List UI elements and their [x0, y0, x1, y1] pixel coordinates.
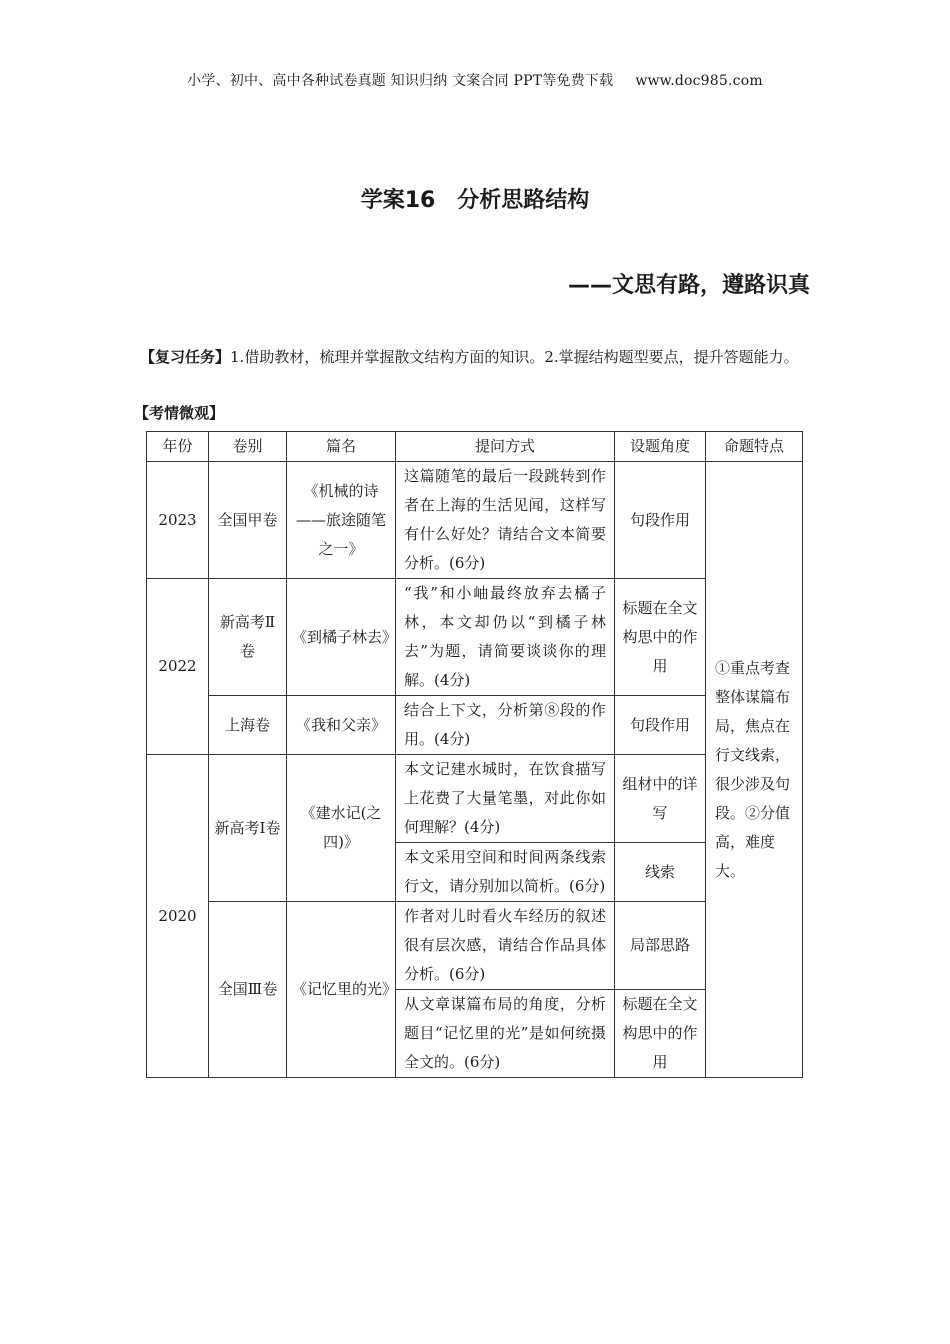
angle-cell: 句段作用	[615, 696, 706, 755]
year-cell: 2020	[147, 755, 209, 1078]
angle-cell: 句段作用	[615, 462, 706, 579]
table-row	[147, 902, 803, 990]
header-text: 小学、初中、高中各种试卷真题 知识归纳 文案合同 PPT等免费下载	[187, 73, 614, 89]
question-cell: 从文章谋篇布局的角度，分析题目“记忆里的光”是如何统摄全文的。(6分)	[396, 990, 615, 1078]
header-cell-question: 提问方式	[396, 432, 615, 462]
angle-cell: 标题在全文构思中的作用	[615, 990, 706, 1078]
header-cell-paper: 卷别	[209, 432, 287, 462]
question-cell: 本文记建水城时，在饮食描写上花费了大量笔墨，对此你如何理解？(4分)	[396, 755, 615, 843]
review-task-text: 1.借助教材，梳理并掌握散文结构方面的知识。2.掌握结构题型要点，提升答题能力。	[230, 348, 799, 366]
table-row	[147, 462, 803, 579]
table-row	[147, 755, 803, 843]
title-cell: 《我和父亲》	[287, 696, 396, 755]
header-cell-year: 年份	[147, 432, 209, 462]
title-cell: 《建水记(之四)》	[287, 755, 396, 902]
table-row	[147, 696, 803, 755]
section-label: 【考情微观】	[134, 404, 225, 422]
question-cell: 本文采用空间和时间两条线索行文，请分别加以简析。(6分)	[396, 843, 615, 902]
header-cell-feature: 命题特点	[706, 432, 803, 462]
angle-cell: 线索	[615, 843, 706, 902]
review-task	[140, 343, 812, 372]
angle-cell: 标题在全文构思中的作用	[615, 579, 706, 696]
year-cell: 2022	[147, 579, 209, 755]
angle-cell: 组材中的详写	[615, 755, 706, 843]
paper-cell: 全国甲卷	[209, 462, 287, 579]
page-title: 学案16 分析思路结构	[360, 188, 590, 213]
paper-cell: 新高考Ⅱ卷	[209, 579, 287, 696]
header-cell-title: 篇名	[287, 432, 396, 462]
title-cell: 《到橘子林去》	[287, 579, 396, 696]
question-cell: 这篇随笔的最后一段跳转到作者在上海的生活见闻，这样写有什么好处？请结合文本简要分析。(6分)	[396, 462, 615, 579]
question-cell: “我”和小岫最终放弃去橘子林，本文却仍以“到橘子林去”为题，请简要谈谈你的理解。(4分)	[396, 579, 615, 696]
title-cell: 《记忆里的光》	[287, 902, 396, 1078]
title-cell: 《机械的诗——旅途随笔之一》	[287, 462, 396, 579]
header-cell-angle: 设题角度	[615, 432, 706, 462]
page-header	[0, 70, 950, 90]
feature-cell: ①重点考查整体谋篇布局，焦点在行文线索，很少涉及句段。②分值高，难度大。	[706, 462, 803, 1078]
paper-cell: 全国Ⅲ卷	[209, 902, 287, 1078]
paper-cell: 上海卷	[209, 696, 287, 755]
question-cell: 作者对儿时看火车经历的叙述很有层次感，请结合作品具体分析。(6分)	[396, 902, 615, 990]
header-url[interactable]: www.doc985.com	[635, 73, 763, 89]
table-row	[147, 579, 803, 696]
angle-cell: 局部思路	[615, 902, 706, 990]
page-subtitle: ——文思有路，遵路识真	[567, 273, 810, 298]
review-task-label: 【复习任务】	[140, 348, 231, 366]
question-cell: 结合上下文，分析第⑧段的作用。(4分)	[396, 696, 615, 755]
exam-analysis-table	[146, 431, 803, 1078]
paper-cell: 新高考Ⅰ卷	[209, 755, 287, 902]
year-cell: 2023	[147, 462, 209, 579]
table-header-row	[147, 432, 803, 462]
